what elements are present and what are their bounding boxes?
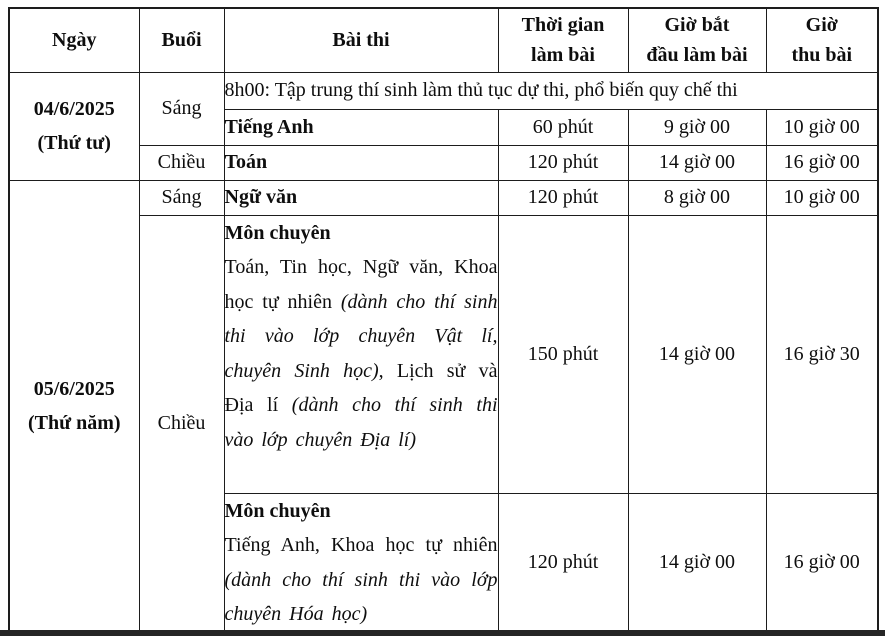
col-header-gio-bat-dau (628, 8, 766, 72)
cell-start-time: 14 giờ 00 (628, 215, 766, 493)
row-day2-specialized-1 (9, 215, 878, 493)
cell-duration: 120 phút (498, 493, 628, 633)
cell-end-time: 16 giờ 30 (766, 215, 878, 493)
subject-title: Môn chuyên (224, 221, 331, 244)
cell-subject-specialized-1 (224, 215, 498, 493)
cell-subject-math: Toán (224, 145, 498, 180)
header-line-2: làm bài (531, 44, 595, 67)
cell-session-day1-morning: Sáng (139, 72, 224, 145)
cell-date-day2 (9, 180, 139, 633)
exam-schedule-table (8, 7, 879, 634)
scan-bottom-edge (0, 630, 885, 636)
col-header-ngay: Ngày (9, 8, 139, 72)
col-header-gio-thu (766, 8, 878, 72)
subject-description: Tiếng Anh, Khoa học tự nhiên (dành cho thí sinh thi vào lớp chuyên Hóa học) (224, 534, 498, 625)
weekday-text: (Thứ tư) (37, 132, 111, 154)
header-line-2: đầu làm bài (646, 44, 748, 67)
date-text: 04/6/2025 (33, 98, 115, 120)
date-text: 05/6/2025 (33, 378, 115, 400)
cell-end-time: 16 giờ 00 (766, 493, 878, 633)
cell-end-time: 10 giờ 00 (766, 180, 878, 215)
row-day1-procedure (9, 72, 878, 109)
cell-session-day2-morning: Sáng (139, 180, 224, 215)
weekday-text: (Thứ năm) (27, 412, 121, 434)
cell-subject-literature: Ngữ văn (224, 180, 498, 215)
cell-duration: 120 phút (498, 180, 628, 215)
cell-date-day1 (9, 72, 139, 180)
cell-session-day1-afternoon: Chiều (139, 145, 224, 180)
header-line-1: Thời gian (521, 14, 605, 37)
subject-description: Toán, Tin học, Ngữ văn, Khoa học tự nhiên (dành cho thí sinh thi vào lớp chuyên Vật lí, chuyên Sinh học), Lịch sử và Địa lí (dành cho thí sinh thi vào lớp chuyên Địa lí) (224, 256, 498, 451)
header-row (9, 8, 878, 72)
cell-session-day2-afternoon: Chiều (139, 215, 224, 633)
cell-duration: 150 phút (498, 215, 628, 493)
header-line-2: thu bài (791, 44, 853, 67)
header-line-1: Giờ bắt (664, 14, 730, 37)
cell-subject-specialized-2 (224, 493, 498, 633)
row-day2-literature (9, 180, 878, 215)
cell-start-time: 14 giờ 00 (628, 145, 766, 180)
cell-end-time: 16 giờ 00 (766, 145, 878, 180)
cell-start-time: 8 giờ 00 (628, 180, 766, 215)
row-day1-math (9, 145, 878, 180)
col-header-buoi: Buổi (139, 8, 224, 72)
cell-subject-english: Tiếng Anh (224, 109, 498, 145)
cell-end-time: 10 giờ 00 (766, 109, 878, 145)
cell-duration: 60 phút (498, 109, 628, 145)
col-header-bai-thi: Bài thi (224, 8, 498, 72)
cell-duration: 120 phút (498, 145, 628, 180)
header-line-1: Giờ (805, 14, 838, 37)
cell-start-time: 9 giờ 00 (628, 109, 766, 145)
col-header-thoi-gian (498, 8, 628, 72)
subject-title: Môn chuyên (224, 499, 331, 522)
cell-start-time: 14 giờ 00 (628, 493, 766, 633)
cell-procedure-note: 8h00: Tập trung thí sinh làm thủ tục dự thi, phổ biến quy chế thi (224, 72, 878, 109)
